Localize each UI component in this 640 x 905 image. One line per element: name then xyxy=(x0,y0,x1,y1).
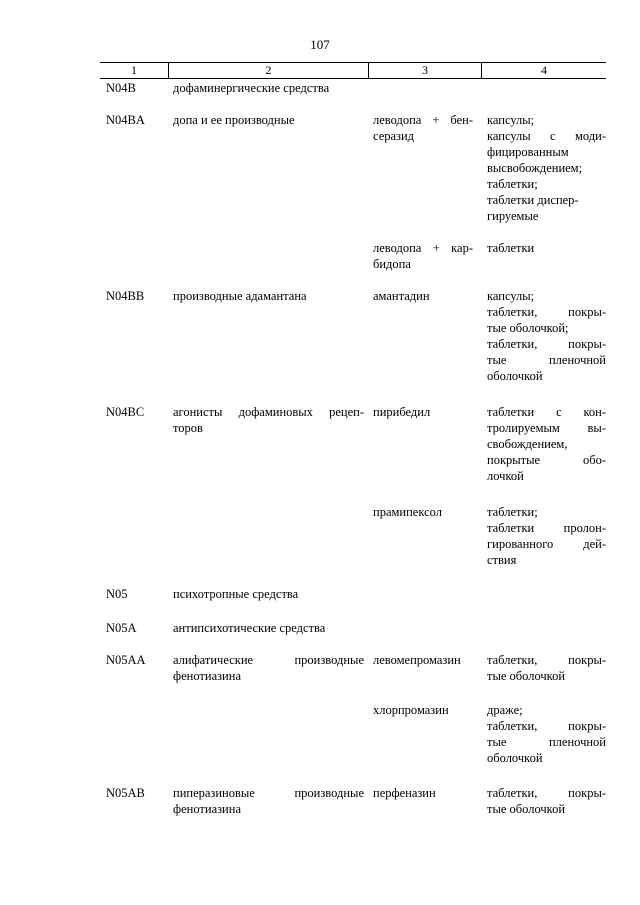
dosage-form-line: таблетки диспер- xyxy=(487,193,579,207)
dosage-form-line: гируемые xyxy=(487,209,539,223)
dosage-form-line: таблетки, покры- xyxy=(487,719,606,733)
dosage-form-cell xyxy=(481,702,606,766)
pharmacological-group-line: торов xyxy=(173,421,203,435)
dosage-form-line: таблетки, покры- xyxy=(487,305,606,319)
table-row xyxy=(100,785,606,817)
atc-code: N05AB xyxy=(106,786,145,800)
dosage-form-line: таблетки; xyxy=(487,505,538,519)
dosage-form-line: фицированным xyxy=(487,145,569,159)
dosage-form-line: таблетки, покры- xyxy=(487,337,606,351)
drug-name-cell xyxy=(368,404,481,484)
dosage-form-cell xyxy=(481,785,606,817)
pharmacological-group-cell xyxy=(168,652,368,684)
dosage-form-line: тые пленочной xyxy=(487,735,606,749)
pharmacological-group-cell xyxy=(168,80,368,96)
dosage-form-line: капсулы с моди- xyxy=(487,129,606,143)
dosage-form-line: лочкой xyxy=(487,469,524,483)
table-row xyxy=(100,620,606,636)
drug-name-cell xyxy=(368,112,481,224)
dosage-form-line: тролируемым вы- xyxy=(487,421,606,435)
pharmacological-group-line: фенотиазина xyxy=(173,669,241,683)
dosage-form-line: таблетки, покры- xyxy=(487,653,606,667)
dosage-form-line: таблетки пролон- xyxy=(487,521,606,535)
dosage-form-cell xyxy=(481,240,606,272)
drug-name-line: бидопа xyxy=(373,257,411,271)
pharmacological-group-cell xyxy=(168,404,368,484)
pharmacological-group-line: фенотиазина xyxy=(173,802,241,816)
table-row xyxy=(100,80,606,96)
drug-name-cell xyxy=(368,288,481,384)
table-row xyxy=(100,586,606,602)
drug-name-line: пирибедил xyxy=(373,405,431,419)
dosage-form-line: свобождением, xyxy=(487,437,568,451)
dosage-form-line: ствия xyxy=(487,553,517,567)
pharmacological-group-cell xyxy=(168,288,368,384)
dosage-form-line: капсулы; xyxy=(487,113,535,127)
dosage-form-line: тые оболочкой; xyxy=(487,321,569,335)
pharmacological-group-cell xyxy=(168,504,368,568)
dosage-form-line: высвобождением; xyxy=(487,161,583,175)
header-col-2: 2 xyxy=(168,63,368,78)
drug-name-cell xyxy=(368,504,481,568)
header-col-3: 3 xyxy=(368,63,481,78)
pharmacological-group-line: алифатические производные xyxy=(173,653,364,667)
atc-code: N04BC xyxy=(106,405,145,419)
pharmacological-group-line: антипсихотические средства xyxy=(173,621,326,635)
table-row xyxy=(100,404,606,484)
atc-code-cell xyxy=(100,288,168,384)
drug-name-cell xyxy=(368,80,481,96)
dosage-form-line: тые оболочкой xyxy=(487,802,566,816)
table-header xyxy=(100,62,606,79)
dosage-form-line: гированного дей- xyxy=(487,537,606,551)
pharmacological-group-cell xyxy=(168,586,368,602)
drug-name-cell xyxy=(368,785,481,817)
drug-name-line: серазид xyxy=(373,129,415,143)
header-col-4: 4 xyxy=(481,63,606,78)
table-row xyxy=(100,240,606,272)
table-row xyxy=(100,702,606,766)
atc-code-cell xyxy=(100,504,168,568)
dosage-form-cell xyxy=(481,504,606,568)
dosage-form-line: тые оболочкой xyxy=(487,669,566,683)
pharmacological-group-cell xyxy=(168,702,368,766)
drug-name-line: леводопа + кар- xyxy=(373,241,473,255)
pharmacological-group-cell xyxy=(168,240,368,272)
dosage-form-line: оболочкой xyxy=(487,369,543,383)
dosage-form-cell xyxy=(481,112,606,224)
atc-code-cell xyxy=(100,652,168,684)
pharmacological-group-line: допа и ее производные xyxy=(173,113,295,127)
dosage-form-cell xyxy=(481,404,606,484)
drug-name-cell xyxy=(368,702,481,766)
atc-code: N04BA xyxy=(106,113,145,127)
drug-name-line: перфеназин xyxy=(373,786,436,800)
atc-code: N04B xyxy=(106,81,136,95)
dosage-form-cell xyxy=(481,80,606,96)
atc-code-cell xyxy=(100,80,168,96)
table-row xyxy=(100,652,606,684)
pharmacological-group-line: производные адамантана xyxy=(173,289,307,303)
drug-name-cell xyxy=(368,652,481,684)
atc-code-cell xyxy=(100,620,168,636)
pharmacological-group-cell xyxy=(168,620,368,636)
atc-code-cell xyxy=(100,404,168,484)
table-row xyxy=(100,288,606,384)
pharmacological-group-line: агонисты дофаминовых рецеп- xyxy=(173,405,364,419)
pharmacological-group-cell xyxy=(168,785,368,817)
table-row xyxy=(100,112,606,224)
dosage-form-line: таблетки; xyxy=(487,177,538,191)
atc-code: N05AA xyxy=(106,653,146,667)
atc-code: N04BB xyxy=(106,289,145,303)
dosage-form-cell xyxy=(481,620,606,636)
atc-code-cell xyxy=(100,702,168,766)
drug-name-line: прамипексол xyxy=(373,505,442,519)
atc-code-cell xyxy=(100,112,168,224)
pharmacological-group-line: психотропные средства xyxy=(173,587,299,601)
pharmacological-group-line: дофаминергические средства xyxy=(173,81,330,95)
atc-code-cell xyxy=(100,240,168,272)
atc-code-cell xyxy=(100,586,168,602)
drug-name-cell xyxy=(368,240,481,272)
dosage-form-cell xyxy=(481,288,606,384)
dosage-form-cell xyxy=(481,652,606,684)
drug-name-line: леводопа + бен- xyxy=(373,113,473,127)
dosage-form-line: драже; xyxy=(487,703,523,717)
drug-name-line: хлорпромазин xyxy=(373,703,449,717)
dosage-form-line: тые пленочной xyxy=(487,353,606,367)
dosage-form-line: оболочкой xyxy=(487,751,543,765)
drug-name-line: амантадин xyxy=(373,289,430,303)
header-col-1: 1 xyxy=(131,63,137,77)
atc-code: N05 xyxy=(106,587,128,601)
pharmacological-group-cell xyxy=(168,112,368,224)
table-row xyxy=(100,504,606,568)
dosage-form-line: капсулы; xyxy=(487,289,535,303)
dosage-form-cell xyxy=(481,586,606,602)
page-number: 107 xyxy=(310,37,330,52)
dosage-form-line: таблетки xyxy=(487,241,535,255)
pharmacological-group-line: пиперазиновые производные xyxy=(173,786,364,800)
drug-name-cell xyxy=(368,620,481,636)
dosage-form-line: таблетки, покры- xyxy=(487,786,606,800)
dosage-form-line: таблетки с кон- xyxy=(487,405,606,419)
atc-code-cell xyxy=(100,785,168,817)
drug-name-line: левомепромазин xyxy=(373,653,461,667)
atc-code: N05A xyxy=(106,621,137,635)
dosage-form-line: покрытые обо- xyxy=(487,453,606,467)
drug-name-cell xyxy=(368,586,481,602)
